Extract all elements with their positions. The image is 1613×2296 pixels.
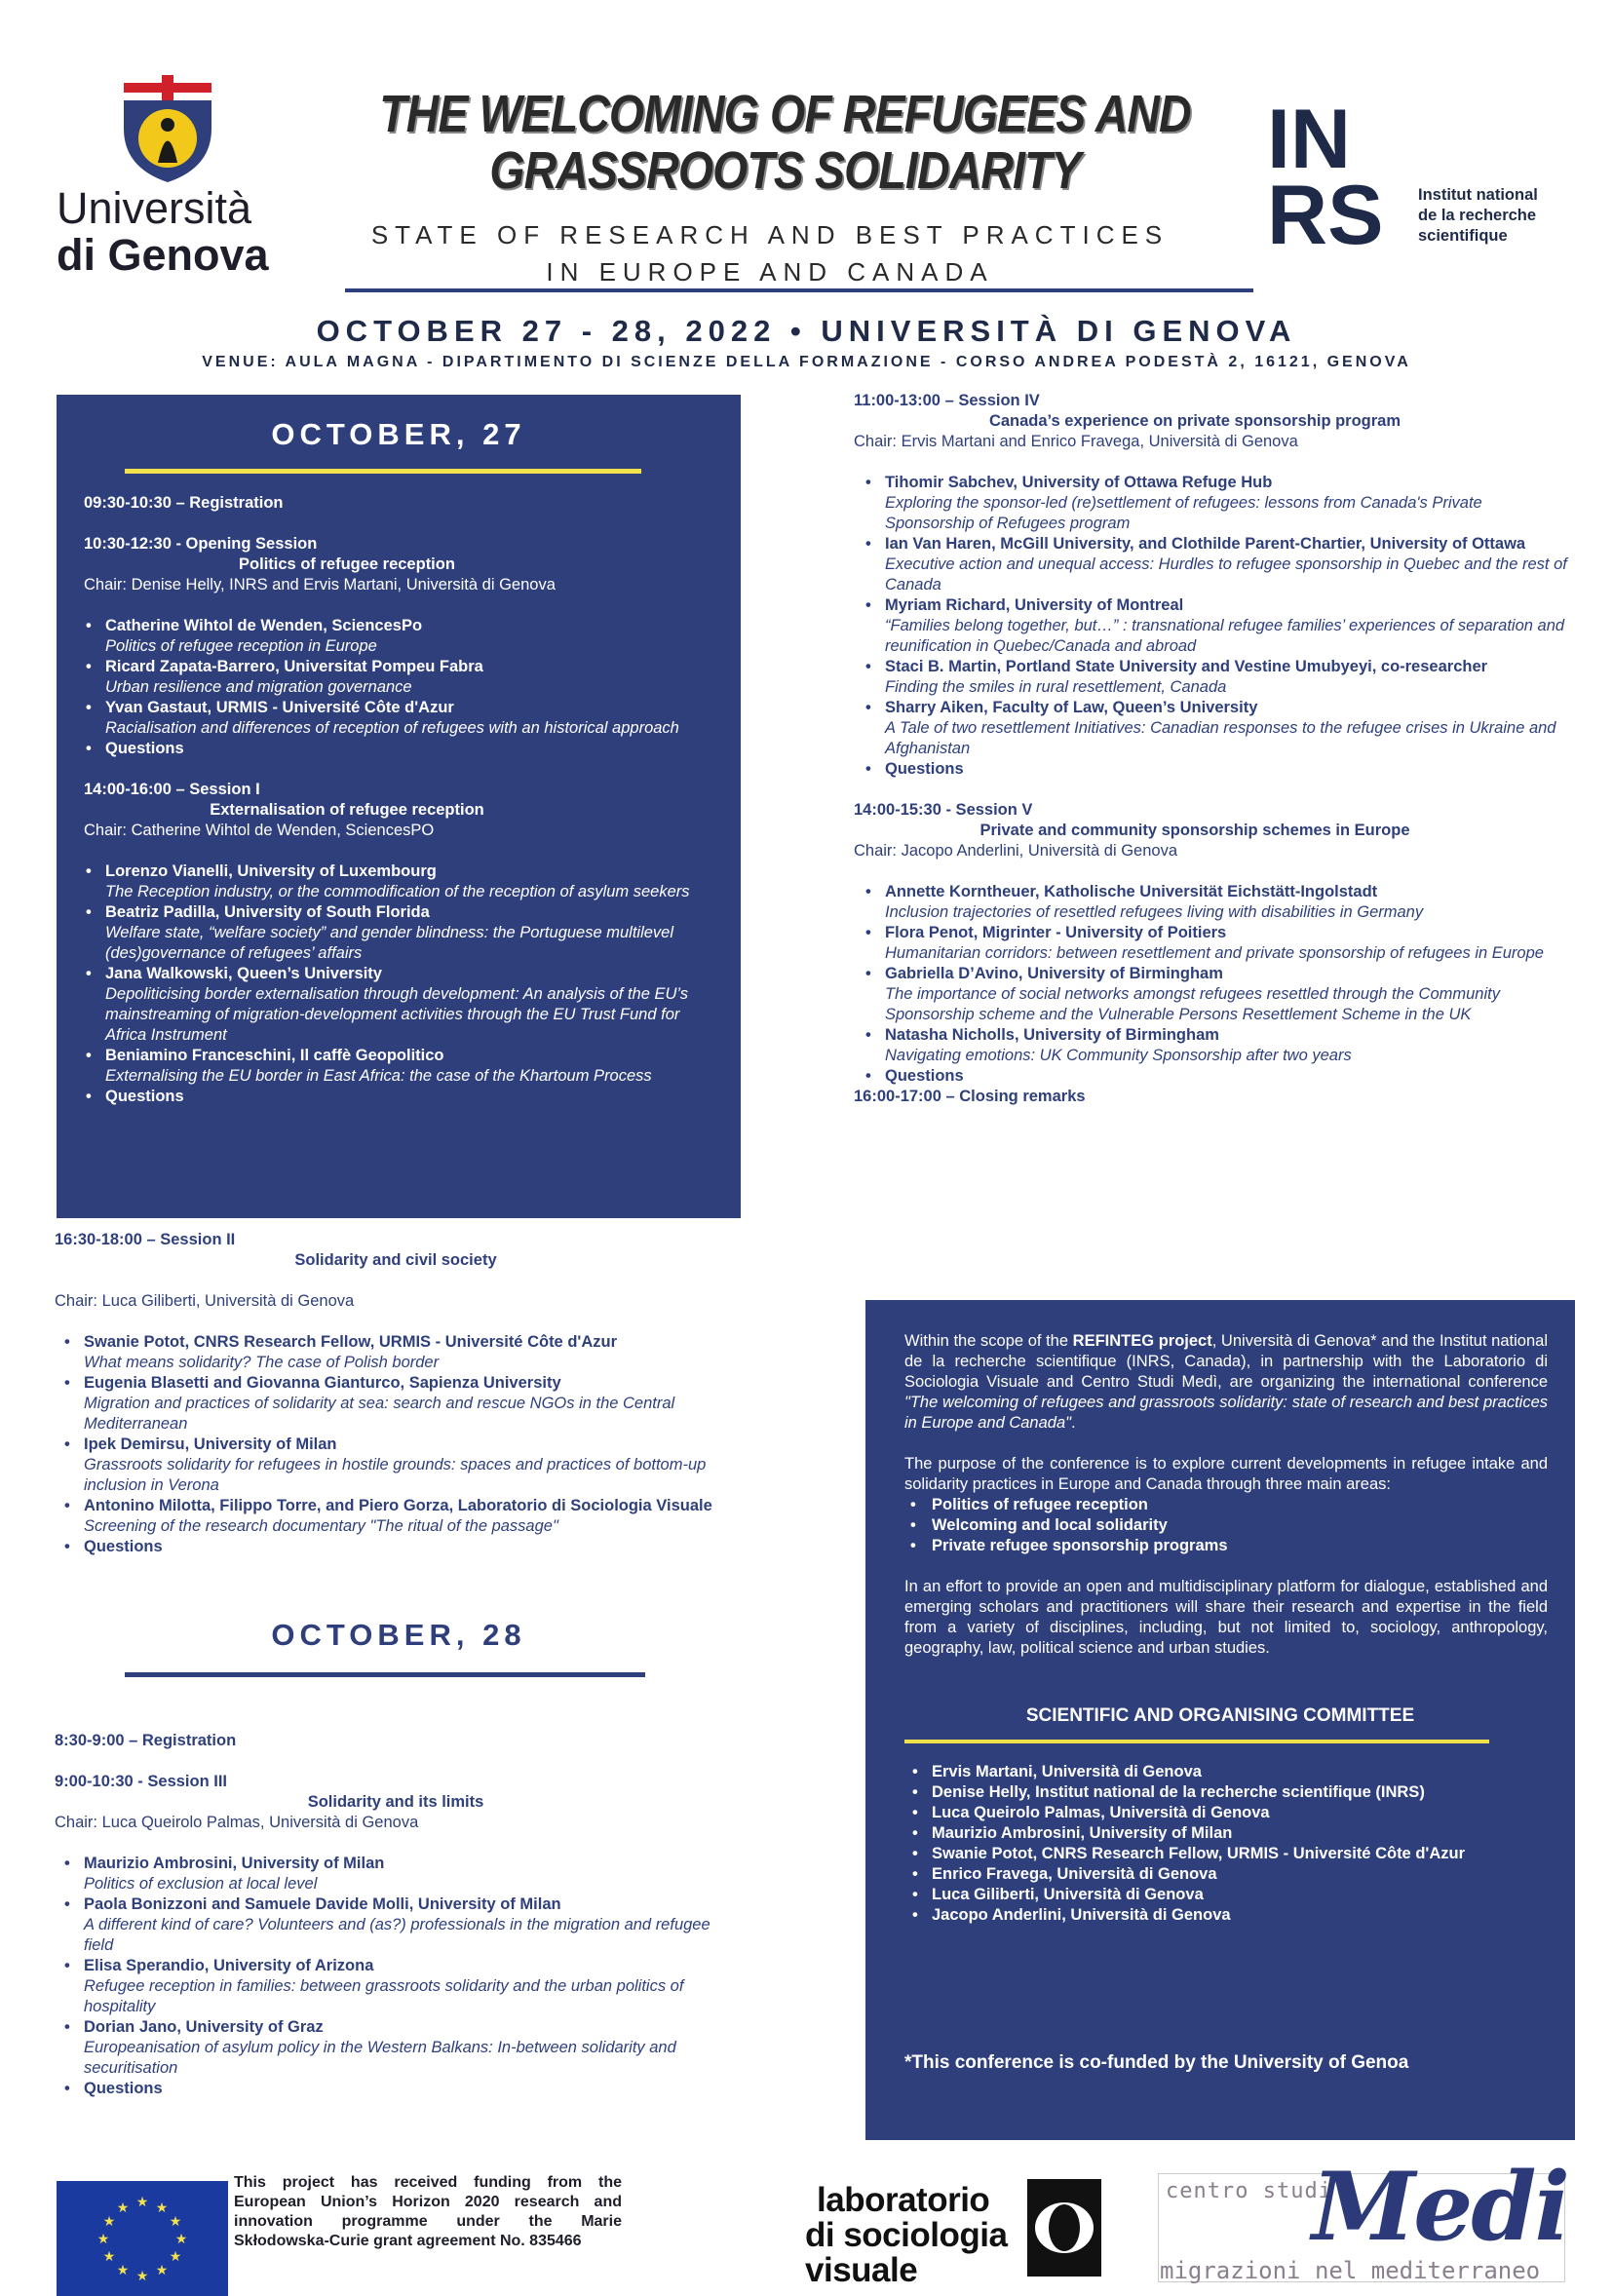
talk-title: Externalising the EU border in East Africa: the case of the Khartoum Process (105, 1067, 652, 1085)
session-5-title: Private and community sponsorship schemes in Europe (979, 822, 1410, 839)
session-3-list (55, 1854, 737, 2099)
talk-title: Humanitarian corridors: between resettlement and private sponsorship of refugees in Europe (885, 944, 1544, 962)
talk-title: Welfare state, “welfare society” and gender blindness: the Portuguese multilevel (des)governance of refugees’ affairs (105, 924, 674, 962)
list-item: • Luca Giliberti, Università di Genova (932, 1885, 1555, 1905)
talk-title: The Reception industry, or the commodification of the reception of asylum seekers (105, 883, 690, 900)
list-item (885, 1066, 1575, 1087)
talk-title: “Families belong together, but…” : transnational refugee families’ experiences of separation and reunification in Quebec/Canada and abroad (885, 617, 1565, 655)
list-item (885, 473, 1575, 534)
speaker-name: Tihomir Sabchev, University of Ottawa Refuge Hub (885, 474, 1273, 491)
speaker-name: Swanie Potot, CNRS Research Fellow, URMIS - Université Côte d'Azur (84, 1333, 617, 1351)
list-item (105, 861, 708, 902)
university-name-line2: di Genova (57, 230, 269, 280)
session-3-block (55, 1731, 737, 2099)
opening-session-title: Politics of refugee reception (239, 555, 455, 573)
session-1-list (84, 861, 708, 1107)
list-item (885, 882, 1575, 923)
title-divider (345, 288, 1253, 292)
university-name-line1: Università (57, 183, 252, 233)
session-2-list (55, 1332, 737, 1557)
inrs-text-line1: Institut national (1418, 186, 1538, 204)
speaker-name: Eugenia Blasetti and Giovanna Gianturco, Sapienza University (84, 1374, 561, 1392)
talk-title: Grassroots solidarity for refugees in hostile grounds: spaces and practices of bottom-up inclusion in Verona (84, 1456, 707, 1494)
questions: Questions (105, 1088, 184, 1105)
talk-title: A Tale of two resettlement Initiatives: Canadian responses to the refugee crises in Ukraine and Afghanistan (885, 719, 1556, 757)
inrs-text-line3: scientifique (1418, 227, 1508, 245)
speaker-name: Staci B. Martin, Portland State University and Vestine Umubyeyi, co-researcher (885, 658, 1488, 675)
talk-title: Executive action and unequal access: Hurdles to refugee sponsorship in Quebec and the rest of Canada (885, 555, 1567, 593)
project-name: REFINTEG project (1072, 1332, 1212, 1350)
questions: Questions (885, 1067, 964, 1085)
october-27-schedule (84, 493, 708, 1107)
session-3-title: Solidarity and its limits (307, 1793, 484, 1811)
about-paragraph-2: The purpose of the conference is to explore current developments in refugee intake and solidarity practices in Europe and Canada through three main areas: (904, 1455, 1548, 1493)
list-item (84, 1956, 737, 2017)
session-4-time: 11:00-13:00 – Session IV (854, 392, 1040, 409)
list-item (885, 923, 1575, 964)
session-2-title: Solidarity and civil society (294, 1251, 497, 1269)
list-item (84, 1373, 737, 1435)
speaker-name: Ipek Demirsu, University of Milan (84, 1435, 337, 1453)
session-3-time: 9:00-10:30 - Session III (55, 1773, 227, 1790)
list-item (105, 698, 708, 739)
medi-top-text: centro studi (1166, 2179, 1332, 2203)
speaker-name: Ian Van Haren, McGill University, and Clothilde Parent-Chartier, University of Ottawa (885, 535, 1526, 553)
conference-subtitle (331, 216, 1209, 290)
about-paragraph-1 (904, 1331, 1548, 1434)
session-4-list (854, 473, 1575, 780)
university-name (57, 185, 290, 279)
session-2-block (55, 1230, 737, 1557)
opening-session-time: 10:30-12:30 - Opening Session (84, 535, 318, 553)
svg-text:★: ★ (96, 2232, 110, 2247)
svg-text:★: ★ (116, 2263, 130, 2278)
list-item (84, 2017, 737, 2079)
list-item (885, 1025, 1575, 1066)
session-2-time: 16:30-18:00 – Session II (55, 1231, 236, 1248)
list-item (105, 739, 708, 759)
conference-name-italic: "The welcoming of refugees and grassroots solidarity: state of research and best practices in Europe and Canada" (904, 1394, 1548, 1432)
speaker-name: Jana Walkowski, Queen’s University (105, 965, 382, 982)
opening-session-chair: Chair: Denise Helly, INRS and Ervis Martani, Università di Genova (84, 576, 556, 593)
speaker-name: Natasha Nicholls, University of Birmingham (885, 1026, 1219, 1044)
list-item: • Welcoming and local solidarity (932, 1515, 1548, 1536)
speaker-name: Myriam Richard, University of Montreal (885, 596, 1184, 614)
closing-remarks: 16:00-17:00 – Closing remarks (854, 1088, 1086, 1105)
lab-logo-text (805, 2181, 1041, 2289)
talk-title: A different kind of care? Volunteers and (as?) professionals in the migration and refugee field (84, 1916, 710, 1954)
subtitle-line2: IN EUROPE AND CANADA (546, 257, 994, 287)
list-item (84, 1435, 737, 1496)
session-5-chair: Chair: Jacopo Anderlini, Università di Genova (854, 842, 1178, 860)
speaker-name: Elisa Sperandio, University of Arizona (84, 1957, 374, 1974)
list-item (885, 657, 1575, 698)
questions: Questions (885, 760, 964, 778)
speaker-name: Beniamino Franceschini, Il caffè Geopolitico (105, 1047, 444, 1064)
session-4-title: Canada’s experience on private sponsorship program (988, 412, 1402, 430)
list-item (84, 2079, 737, 2099)
talk-title: Inclusion trajectories of resettled refugees living with disabilities in Germany (885, 903, 1424, 921)
list-item (885, 595, 1575, 657)
speaker-name: Antonino Milotta, Filippo Torre, and Piero Gorza, Laboratorio di Sociologia Visuale (84, 1497, 712, 1514)
session-1-chair: Chair: Catherine Wihtol de Wenden, SciencesPO (84, 822, 435, 839)
lab-eye-logo (1027, 2179, 1101, 2277)
october-27-heading: OCTOBER, 27 (271, 417, 526, 451)
list-item: • Private refugee sponsorship programs (932, 1536, 1548, 1556)
list-item (885, 759, 1575, 780)
speaker-name: Flora Penot, Migrinter - University of Poitiers (885, 924, 1227, 941)
about-p1-a: Within the scope of the (904, 1332, 1073, 1350)
svg-text:★: ★ (102, 2214, 116, 2230)
list-item: • Swanie Potot, CNRS Research Fellow, URMIS - Université Côte d'Azur (932, 1844, 1555, 1864)
inrs-logo (1267, 97, 1403, 253)
talk-title: Exploring the sponsor-led (re)settlement of refugees: lessons from Canada's Private Sponsorship of Refugees program (885, 494, 1482, 532)
opening-session-list (84, 616, 708, 759)
talk-title: Finding the smiles in rural resettlement, Canada (885, 678, 1227, 696)
speaker-name: Yvan Gastaut, URMIS - Université Côte d'Azur (105, 699, 454, 716)
eu-flag-icon (57, 2181, 228, 2296)
conference-venue: VENUE: AULA MAGNA - DIPARTIMENTO DI SCIENZE DELLA FORMAZIONE - CORSO ANDREA PODESTÀ 2, 16121, GENOVA (202, 354, 1411, 370)
talk-title: Refugee reception in families: between grassroots solidarity and the urban politics of hospitality (84, 1977, 684, 2015)
session-1-time: 14:00-16:00 – Session I (84, 781, 260, 798)
questions: Questions (105, 740, 184, 757)
list-item: • Maurizio Ambrosini, University of Milan (932, 1823, 1555, 1844)
list-item (84, 1537, 737, 1557)
speaker-name: Gabriella D’Avino, University of Birmingham (885, 965, 1223, 982)
speaker-name: Paola Bonizzoni and Samuele Davide Molli, University of Milan (84, 1895, 561, 1913)
questions: Questions (84, 1538, 163, 1555)
about-p1-e: . (1071, 1414, 1076, 1432)
about-p1-c: , Università di Genova* and the Institut national de la recherche scientifique (INRS, Canada), in partnership with the Laboratorio di Sociologia Visuale and Centro Studi Medì, are organizing the international conference (904, 1332, 1548, 1391)
list-item (84, 1854, 737, 1894)
committee-list (932, 1762, 1555, 1926)
inrs-logo-top: IN (1267, 97, 1351, 186)
cofund-note: *This conference is co-funded by the University of Genoa (904, 2052, 1409, 2073)
svg-text:★: ★ (169, 2249, 182, 2265)
committee-title: SCIENTIFIC AND ORGANISING COMMITTEE (1025, 1705, 1415, 1726)
list-item (885, 534, 1575, 595)
list-item: • Denise Helly, Institut national de la recherche scientifique (INRS) (932, 1782, 1555, 1803)
inrs-logo-bottom: RS (1267, 169, 1384, 253)
list-item (885, 964, 1575, 1025)
svg-text:★: ★ (135, 2269, 149, 2284)
inrs-text-line2: de la recherche (1418, 207, 1537, 224)
session-2-chair: Chair: Luca Giliberti, Università di Genova (55, 1292, 355, 1310)
svg-text:★: ★ (116, 2200, 130, 2216)
speaker-name: Lorenzo Vianelli, University of Luxembourg (105, 862, 437, 880)
session-4-chair: Chair: Ervis Martani and Enrico Fravega, Università di Genova (854, 433, 1298, 450)
talk-title: The importance of social networks amongst refugees resettled through the Community Sponsorship scheme and the Vulnerable Persons Resettlement Scheme in the UK (885, 985, 1500, 1023)
talk-title: Politics of refugee reception in Europe (105, 637, 377, 655)
list-item: • Enrico Fravega, Università di Genova (932, 1864, 1555, 1885)
conference-date: OCTOBER 27 - 28, 2022 • UNIVERSITÀ DI GENOVA (316, 314, 1297, 348)
speaker-name: Annette Korntheuer, Katholische Universität Eichstätt-Ingolstadt (885, 883, 1378, 900)
session-4-block (854, 391, 1575, 1107)
university-crest-logo (119, 70, 216, 185)
talk-title: Screening of the research documentary "The ritual of the passage" (84, 1517, 558, 1535)
list-item: • Ervis Martani, Università di Genova (932, 1762, 1555, 1782)
talk-title: Urban resilience and migration governance (105, 678, 412, 696)
october-28-divider (125, 1672, 645, 1677)
lab-line1: laboratorio (817, 2181, 990, 2219)
session-5-time: 14:00-15:30 - Session V (854, 801, 1033, 819)
talk-title: Racialisation and differences of reception of refugees with an historical approach (105, 719, 679, 737)
speaker-name: Ricard Zapata-Barrero, Universitat Pompeu Fabra (105, 658, 483, 675)
committee-divider (904, 1740, 1489, 1743)
list-item (105, 902, 708, 964)
speaker-name: Catherine Wihtol de Wenden, SciencesPo (105, 617, 423, 634)
list-item (84, 1894, 737, 1956)
list-item (105, 1087, 708, 1107)
about-paragraph-3: In an effort to provide an open and multidisciplinary platform for dialogue, established and emerging scholars and practitioners will share their research and expertise in the field from a variety of disciplines, including, but not limited to, sociology, anthropology, geography, law, political science and urban studies. (904, 1578, 1548, 1657)
list-item (84, 1496, 737, 1537)
svg-text:★: ★ (155, 2200, 169, 2216)
list-item (105, 657, 708, 698)
registration-27: 09:30-10:30 – Registration (84, 494, 284, 512)
svg-text:★: ★ (169, 2214, 182, 2230)
october-28-heading: OCTOBER, 28 (271, 1618, 526, 1652)
subtitle-line1: STATE OF RESEARCH AND BEST PRACTICES (370, 220, 1170, 249)
svg-text:★: ★ (174, 2232, 188, 2247)
list-item: • Luca Queirolo Palmas, Università di Genova (932, 1803, 1555, 1823)
list-item (84, 1332, 737, 1373)
talk-title: Navigating emotions: UK Community Sponsorship after two years (885, 1047, 1352, 1064)
list-item (105, 964, 708, 1046)
session-1-title: Externalisation of refugee reception (210, 801, 484, 819)
lab-line2: di sociologia visuale (805, 2216, 1008, 2289)
medi-wordmark: Medi (1312, 2152, 1568, 2262)
talk-title: Europeanisation of asylum policy in the Western Balkans: In-between solidarity and securitisation (84, 2039, 676, 2077)
list-item (105, 1046, 708, 1087)
session-5-list (854, 882, 1575, 1087)
speaker-name: Sharry Aiken, Faculty of Law, Queen’s University (885, 699, 1258, 716)
conference-title: THE WELCOMING OF REFUGEES AND GRASSROOTS SOLIDARITY (379, 85, 1191, 200)
speaker-name: Maurizio Ambrosini, University of Milan (84, 1855, 385, 1872)
talk-title: Migration and practices of solidarity at sea: search and rescue NGOs in the Central Mediterranean (84, 1395, 675, 1433)
about-text (904, 1331, 1548, 1659)
questions: Questions (84, 2080, 163, 2097)
funding-statement: This project has received funding from the European Union’s Horizon 2020 research and innovation programme under the Marie Skłodowska-Curie grant agreement No. 835466 (234, 2174, 622, 2249)
registration-28: 8:30-9:00 – Registration (55, 1732, 237, 1749)
speaker-name: Dorian Jano, University of Graz (84, 2018, 324, 2036)
medi-bottom-text: migrazioni nel mediterraneo (1160, 2257, 1541, 2284)
session-3-chair: Chair: Luca Queirolo Palmas, Università di Genova (55, 1814, 419, 1831)
list-item: • Jacopo Anderlini, Università di Genova (932, 1905, 1555, 1926)
list-item: • Politics of refugee reception (932, 1495, 1548, 1515)
svg-text:★: ★ (155, 2263, 169, 2278)
areas-list (904, 1495, 1548, 1556)
list-item (105, 616, 708, 657)
svg-text:★: ★ (135, 2195, 149, 2210)
list-item (885, 698, 1575, 759)
october-27-divider (125, 469, 641, 474)
speaker-name: Beatriz Padilla, University of South Florida (105, 903, 430, 921)
talk-title: What means solidarity? The case of Polish border (84, 1354, 440, 1371)
talk-title: Politics of exclusion at local level (84, 1875, 318, 1893)
svg-text:★: ★ (102, 2249, 116, 2265)
inrs-institute-name (1418, 185, 1594, 247)
talk-title: Depoliticising border externalisation through development: An analysis of the EU’s mainstreaming of migration-development activities through the EU Trust Fund for Africa Instrument (105, 985, 689, 1044)
